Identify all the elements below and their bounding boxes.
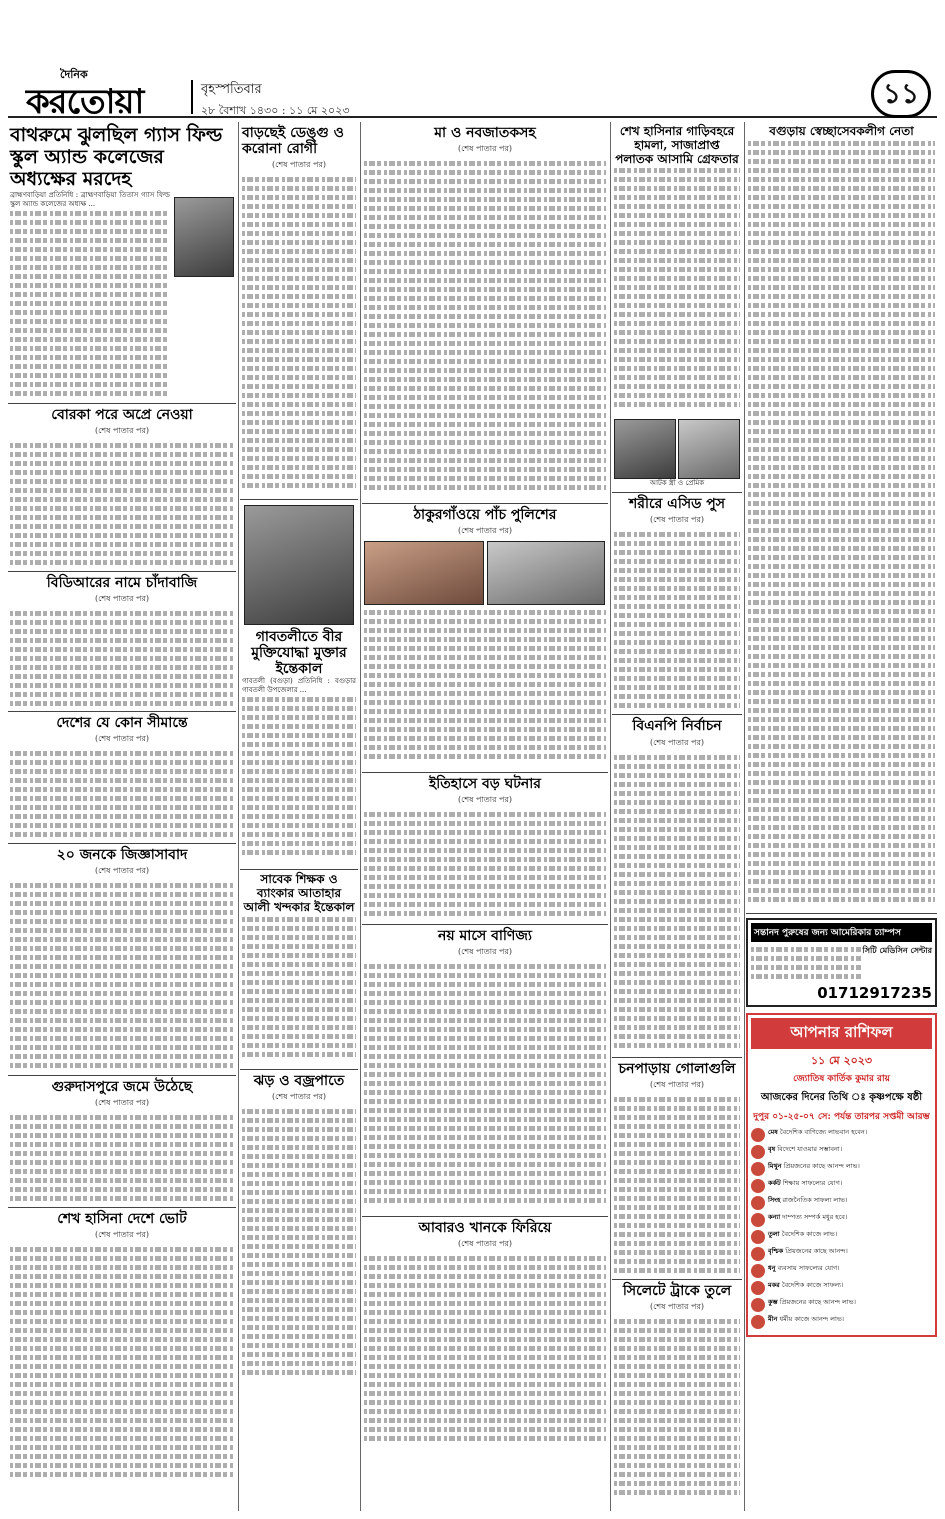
horoscope-box [746, 1013, 937, 1337]
story-text-block [10, 1245, 234, 1485]
story-kicker: (শেষ পাতার পর) [271, 1091, 327, 1101]
zodiac-name: কর্কট [768, 1178, 781, 1187]
story-kicker: (শেষ পাতার পর) [94, 593, 150, 603]
story-photos [364, 541, 606, 605]
zodiac-forecast: প্রিয়জনের কাছে আনন্দ লাভ। [783, 1161, 860, 1170]
brand-prefix: দৈনিক [60, 68, 88, 81]
story-kicker: (শেষ পাতার পর) [457, 526, 513, 536]
story-text-block [242, 695, 356, 865]
zodiac-text [768, 1230, 837, 1238]
zodiac-icon [751, 1196, 765, 1210]
story-headline: নয় মাসে বাণিজ্য [438, 928, 532, 945]
story-headline: বিডিআরের নামে চাঁদাবাজি [46, 574, 198, 591]
masthead [8, 8, 937, 122]
story-headline: বগুড়ায় স্বেচ্ছাসেবকলীগ নেতা [769, 124, 914, 138]
story-headline: ঠাকুরগাঁওয়ে পাঁচ পুলিশের [413, 507, 557, 524]
photo-caption: আটক স্ত্রী ও প্রেমিক [649, 479, 705, 488]
zodiac-text [768, 1298, 856, 1306]
story-photo [364, 541, 484, 605]
story-text-block [10, 881, 234, 1071]
masthead-day: বৃহস্পতিবার [201, 82, 262, 97]
story-acid [612, 493, 742, 715]
story-kicker: (শেষ পাতার পর) [94, 1098, 150, 1107]
story-kicker: (শেষ পাতার পর) [457, 1239, 513, 1249]
zodiac-name: ধনু [768, 1263, 776, 1272]
story-borka [8, 404, 236, 572]
column-rule [610, 122, 611, 1511]
ad-text-block [751, 945, 861, 981]
story-lead: গাবতলী (বগুড়া) প্রতিনিধি : বগুড়ার গাবতলী উপজেলার ... [242, 677, 356, 695]
zodiac-icon [751, 1247, 765, 1261]
story-history [362, 773, 608, 925]
story-text-block [10, 1113, 234, 1203]
horoscope-tithi: আজকের দিনের তিথি ঃ কৃষ্ণপক্ষে ষষ্ঠী [760, 1091, 923, 1103]
zodiac-name: কন্যা [768, 1212, 781, 1221]
zodiac-name: তুলা [768, 1229, 780, 1238]
column-4 [612, 122, 742, 1501]
story-food [362, 1217, 608, 1458]
zodiac-name: মীন [768, 1314, 778, 1323]
zodiac-sign-row [751, 1264, 932, 1278]
column-rule [360, 122, 361, 1511]
horoscope-author: জ্যোতিষ কার্তিক কুমার রায় [793, 1073, 890, 1084]
story-headline: ঝড় ও বজ্রপাতে [253, 1072, 345, 1089]
horoscope-tithi-time: দুপুর ০১-২৫-০৭ সে: পর্যন্ত তারপর সপ্তমী আরম্ভ [753, 1111, 930, 1122]
story-photo [678, 419, 740, 479]
horoscope-title: আপনার রাশিফল [751, 1018, 932, 1049]
story-text-block [364, 810, 606, 920]
story-photo [614, 419, 676, 479]
story-text-block [242, 175, 356, 495]
ad-phone-number: 01712917235 [817, 983, 932, 1002]
story-bogura [746, 122, 937, 914]
story-bidiar [8, 572, 236, 712]
zodiac-forecast: দাম্পত্য সম্পর্ক মধুর হবে। [782, 1212, 848, 1221]
zodiac-sign-row [751, 1145, 932, 1159]
zodiac-sign-row [751, 1247, 932, 1261]
zodiac-forecast: বৈদেশিক বাণিজ্যে লাভবান হবেন। [779, 1127, 868, 1136]
story-photo [487, 541, 605, 605]
story-text-block [614, 1317, 740, 1497]
story-headline: শেখ হাসিনা দেশে ভোট [57, 1211, 187, 1227]
story-bnp [612, 715, 742, 1057]
story-headline: বাড়ছেই ডেঙ্গু ও করোনা রোগী [242, 125, 344, 158]
story-headline: সাবেক শিক্ষক ও ব্যাংকার আতাহার আলী খন্দকার ইন্তেকাল [243, 872, 355, 915]
zodiac-name: মকর [768, 1280, 780, 1289]
zodiac-text [768, 1264, 840, 1272]
brand-name: করতোয়া [26, 82, 144, 122]
zodiac-icon [751, 1162, 765, 1176]
story-teacher [240, 870, 358, 1069]
story-mother [362, 122, 608, 504]
story-headline: গুরুদাসপুরে জমে উঠেছে [51, 1078, 193, 1095]
story-headline: বাথরুমে ঝুলছিল গ্যাস ফিল্ড স্কুল অ্যান্ড কলেজের অধ্যক্ষের মরদেহ [10, 124, 223, 190]
story-desh [8, 712, 236, 844]
story-text-block [364, 1254, 606, 1454]
story-photo [174, 197, 234, 277]
story-text-block [10, 749, 234, 839]
zodiac-text [768, 1145, 842, 1153]
zodiac-icon [751, 1315, 765, 1329]
story-text-block [242, 915, 356, 1065]
zodiac-forecast: প্রিয়জনের কাছে আনন্দ লাভ। [779, 1297, 856, 1306]
story-headline: গাবতলীতে বীর মুক্তিযোদ্ধা মুক্তার ইন্তেকাল [251, 629, 347, 678]
zodiac-forecast: বৈদেশিক কাজে সাফল্য। [781, 1280, 844, 1289]
column-5 [746, 122, 937, 1337]
story-text-block [10, 441, 234, 567]
zodiac-forecast: প্রিয়জনের কাছে আনন্দ। [785, 1246, 848, 1255]
story-thakurgaon [362, 504, 608, 773]
zodiac-text [768, 1315, 844, 1323]
zodiac-icon [751, 1145, 765, 1159]
story-text-block [364, 159, 606, 499]
story-attack [612, 122, 742, 493]
zodiac-text [768, 1247, 848, 1255]
story-nine-months [362, 925, 608, 1217]
story-text-block [364, 962, 606, 1212]
zodiac-sign-row [751, 1128, 932, 1142]
column-1 [8, 122, 236, 1489]
story-kicker: (শেষ পাতার পর) [457, 795, 513, 805]
zodiac-name: বৃষ [768, 1144, 776, 1153]
story-twenty [8, 844, 236, 1076]
zodiac-icon [751, 1179, 765, 1193]
story-sylhet [612, 1280, 742, 1501]
story-storm [240, 1070, 358, 1391]
column-rule [744, 122, 745, 1511]
ad-headline: সন্তানদ পুরুষের জন্য আমেরিকার চ্যাম্পস [751, 923, 932, 942]
ad-body [751, 945, 932, 981]
story-kicker: (শেষ পাতার পর) [271, 160, 327, 170]
story-kicker: (শেষ পাতার পর) [94, 1230, 150, 1240]
brand-logo [26, 66, 206, 122]
story-text-block [10, 609, 234, 707]
story-kicker: (শেষ পাতার পর) [457, 947, 513, 957]
zodiac-icon [751, 1281, 765, 1295]
zodiac-sign-row [751, 1230, 932, 1244]
zodiac-list [751, 1128, 932, 1332]
story-photo [244, 505, 354, 625]
story-lead: ব্রাহ্মণবাড়িয়া প্রতিনিধি : ব্রাহ্মণবাড়িয়া তিতাস গ্যাস ফিল্ড স্কুল অ্যান্ড কলেজের অধ্যক্ষ ... [10, 190, 170, 208]
story-kicker: (শেষ পাতার পর) [457, 144, 513, 154]
masthead-divider [191, 80, 193, 114]
masthead-date: ২৮ বৈশাখ ১৪৩০ : ১১ মে ২০২৩ [201, 104, 350, 117]
advertisement[interactable] [746, 918, 937, 1007]
story-sheikh-vote [8, 1208, 236, 1489]
zodiac-sign-row [751, 1315, 932, 1329]
story-kicker: (শেষ পাতার পর) [649, 1079, 705, 1089]
story-headline: ইতিহাসে বড় ঘটনার [428, 776, 541, 793]
story-kicker: (শেষ পাতার পর) [649, 515, 705, 525]
story-text-block [242, 1107, 356, 1387]
story-kicker: (শেষ পাতার পর) [649, 737, 705, 747]
zodiac-forecast: বিদেশে যাওয়ার সম্ভাবনা। [777, 1144, 843, 1153]
horoscope-date: ১১ মে ২০২৩ [810, 1053, 873, 1067]
zodiac-name: কুম্ভ [768, 1297, 778, 1306]
zodiac-sign-row [751, 1162, 932, 1176]
page-number: ১১ [871, 70, 931, 118]
zodiac-text [768, 1196, 847, 1204]
zodiac-sign-row [751, 1281, 932, 1295]
story-headline: বোরকা পরে অপ্রে নেওয়া [51, 406, 193, 423]
zodiac-name: বৃশ্চিক [768, 1246, 784, 1255]
story-dengue [240, 122, 358, 500]
zodiac-forecast: রাজনৈতিক সাফল্য লাভ। [782, 1195, 848, 1204]
zodiac-sign-row [751, 1298, 932, 1312]
story-headline: শরীরে এসিড পুস [628, 496, 726, 513]
zodiac-icon [751, 1230, 765, 1244]
story-text-block [364, 608, 606, 768]
zodiac-forecast: বৈদেশিক কাজে লাভ। [781, 1229, 838, 1238]
story-text-block [748, 139, 935, 909]
story-headline: ২০ জনকে জিজ্ঞাসাবাদ [56, 846, 188, 863]
story-kicker: (শেষ পাতার পর) [649, 1301, 705, 1311]
zodiac-icon [751, 1298, 765, 1312]
zodiac-text [768, 1179, 842, 1187]
zodiac-sign-row [751, 1179, 932, 1193]
column-rule [238, 122, 239, 1511]
zodiac-forecast: ধর্মীয় কাজে আনন্দ লাভ। [779, 1314, 845, 1323]
story-kicker: (শেষ পাতার পর) [94, 865, 150, 875]
story-gas-field [8, 122, 236, 404]
ad-clinic-name: সিটি মেডিসিন সেন্টার [862, 944, 932, 955]
zodiac-icon [751, 1264, 765, 1278]
zodiac-icon [751, 1128, 765, 1142]
zodiac-text [768, 1281, 843, 1289]
zodiac-name: মিথুন [768, 1161, 782, 1170]
story-headline: আবারও খানকে ফিরিয়ে [418, 1220, 552, 1237]
column-2 [240, 122, 358, 1391]
zodiac-text [768, 1213, 847, 1221]
zodiac-sign-row [751, 1196, 932, 1210]
story-headline: চনপাড়ায় গোলাগুলি [618, 1060, 736, 1077]
story-text-block [614, 1095, 740, 1275]
zodiac-sign-row [751, 1213, 932, 1227]
zodiac-forecast: শিক্ষায় সাফল্যের যোগ। [782, 1178, 843, 1187]
zodiac-name: সিংহ [768, 1195, 781, 1204]
story-kicker: (শেষ পাতার পর) [94, 733, 150, 743]
story-headline: মা ও নবজাতকসহ [434, 125, 536, 141]
column-3 [362, 122, 608, 1458]
story-chanpara [612, 1058, 742, 1280]
zodiac-name: মেষ [768, 1127, 778, 1136]
zodiac-icon [751, 1213, 765, 1227]
story-text-block [10, 209, 170, 399]
story-text-block [614, 753, 740, 1053]
newspaper-page [8, 8, 937, 1511]
zodiac-forecast: ব্যবসায় সাফল্যের যোগ। [777, 1263, 840, 1272]
story-photos [614, 419, 740, 479]
story-text-block [614, 530, 740, 710]
story-headline: দেশের যে কোন সীমান্তে [56, 714, 188, 731]
story-headline: শেখ হাসিনার গাড়িবহরে হামলা, সাজাপ্রাপ্ত পলাতক আসামি গ্রেফতার [615, 124, 739, 166]
story-headline: বিএনপি নির্বাচন [632, 718, 722, 735]
zodiac-text [768, 1162, 860, 1170]
story-gurudaspur [8, 1076, 236, 1208]
story-kicker: (শেষ পাতার পর) [94, 425, 150, 435]
zodiac-text [768, 1128, 867, 1136]
story-headline: সিলেটে ট্রাকে তুলে [622, 1282, 732, 1299]
story-text-block [614, 166, 740, 416]
story-freedom-fighter [240, 500, 358, 870]
